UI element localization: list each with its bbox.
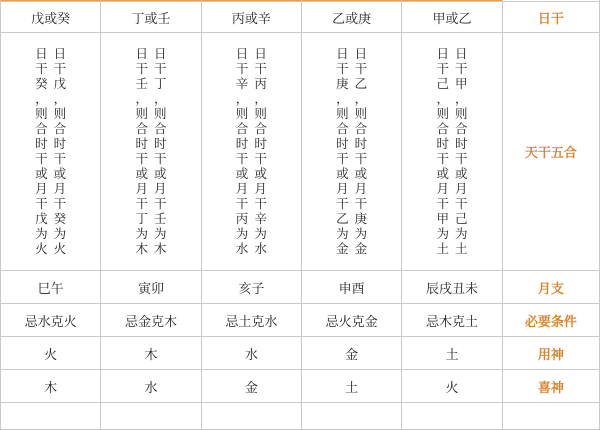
tiao-jian-cell: 忌木克土	[402, 304, 502, 337]
yong-shen-cell: 木	[101, 337, 201, 370]
wu-he-char: 干	[336, 61, 349, 76]
wu-he-char: 金	[336, 241, 349, 256]
wu-he-char: 月	[235, 181, 249, 196]
wu-he-char: 干	[336, 151, 349, 166]
wu-he-char: 合	[35, 121, 48, 136]
yong-shen-row	[1, 337, 600, 370]
wu-he-char: 或	[336, 166, 349, 181]
wu-he-char: 日	[35, 46, 48, 61]
ri-gan-cell: 丁或壬	[101, 2, 201, 33]
wu-he-char: 合	[53, 121, 67, 136]
wu-he-char: 则	[454, 106, 468, 121]
tiao-jian-cell: 忌土克水	[201, 304, 301, 337]
xi-shen-cell: 金	[201, 370, 301, 403]
wu-he-char: 庚	[354, 211, 368, 226]
yue-zhi-cell: 申酉	[301, 271, 401, 304]
ri-gan-cell: 戊或癸	[1, 2, 101, 33]
wu-he-char: 为	[354, 226, 368, 241]
wu-he-char: 日	[135, 46, 148, 61]
wu-he-char: ，	[354, 91, 368, 106]
wu-he-char: 为	[53, 226, 67, 241]
wu-he-char: 干	[454, 61, 468, 76]
wu-he-char: 月	[254, 181, 267, 196]
wu-he-char: 癸	[35, 76, 48, 91]
wu-he-char: 干	[135, 61, 148, 76]
wu-he-char: 月	[336, 181, 349, 196]
wu-he-char: 或	[354, 166, 368, 181]
wu-he-char: 干	[254, 151, 267, 166]
wu-he-char: 合	[135, 121, 148, 136]
wu-he-cell	[402, 33, 502, 271]
wu-he-char: 或	[436, 166, 449, 181]
wu-he-char: 壬	[153, 211, 167, 226]
wu-he-char: 木	[153, 241, 167, 256]
cut-off-row	[1, 403, 600, 430]
wu-he-char: ，	[336, 91, 349, 106]
wu-he-char: 或	[254, 166, 267, 181]
wu-he-char: 时	[135, 136, 148, 151]
wu-he-char: 干	[254, 61, 267, 76]
yong-shen-cell: 土	[402, 337, 502, 370]
ri-gan-cell: 乙或庚	[301, 2, 401, 33]
wu-he-char: 为	[254, 226, 267, 241]
wu-he-char: 时	[153, 136, 167, 151]
wu-he-char: 为	[153, 226, 167, 241]
wu-he-char: 干	[436, 61, 449, 76]
wu-he-char: 或	[135, 166, 148, 181]
row-label-xi-shen: 喜神	[502, 370, 599, 403]
wu-he-char: 辛	[235, 76, 249, 91]
row-label-yong-shen: 用神	[502, 337, 599, 370]
wu-he-char: 乙	[354, 76, 368, 91]
ri-gan-row	[1, 2, 600, 33]
cut-off-cell	[301, 403, 401, 430]
wu-he-char: 干	[35, 196, 48, 211]
wu-he-char: 则	[35, 106, 48, 121]
wu-he-char: 水	[254, 241, 267, 256]
wu-he-char: 干	[53, 151, 67, 166]
wu-he-char: 日	[153, 46, 167, 61]
wu-he-char: 则	[254, 106, 267, 121]
wu-he-char: 土	[436, 241, 449, 256]
yue-zhi-row	[1, 271, 600, 304]
wu-he-right-column	[254, 46, 267, 256]
wu-he-char: 月	[153, 181, 167, 196]
yue-zhi-cell: 巳午	[1, 271, 101, 304]
wu-he-char: 日	[436, 46, 449, 61]
wu-he-char: 日	[336, 46, 349, 61]
wu-he-char: 癸	[53, 211, 67, 226]
wu-he-char: 木	[135, 241, 148, 256]
wu-he-char: 合	[436, 121, 449, 136]
yong-shen-cell: 火	[1, 337, 101, 370]
wu-he-char: 戊	[53, 76, 67, 91]
wu-he-char: 合	[354, 121, 368, 136]
wu-he-char: 月	[53, 181, 67, 196]
wu-he-char: 月	[354, 181, 368, 196]
wu-he-left-column	[35, 46, 48, 256]
tiao-jian-cell: 忌火克金	[301, 304, 401, 337]
tiao-jian-cell: 忌金克木	[101, 304, 201, 337]
wu-he-left-column	[236, 46, 249, 256]
wu-he-left-column	[135, 46, 148, 256]
wu-he-char: 干	[153, 151, 167, 166]
xi-shen-row	[1, 370, 600, 403]
wu-he-char: 壬	[135, 76, 148, 91]
wu-he-cell	[1, 33, 101, 271]
cut-off-cell	[201, 403, 301, 430]
wu-he-left-column	[436, 46, 449, 256]
wu-he-char: 干	[354, 196, 368, 211]
wu-he-char: 或	[454, 166, 468, 181]
wu-he-char: 日	[53, 46, 67, 61]
wu-he-cell	[301, 33, 401, 271]
wu-he-char: 则	[336, 106, 349, 121]
wu-he-char: 甲	[436, 211, 449, 226]
wu-he-char: 或	[153, 166, 167, 181]
wu-he-char: 为	[336, 226, 349, 241]
wu-he-char: 干	[35, 151, 48, 166]
wu-he-cell	[201, 33, 301, 271]
wu-he-char: 丁	[153, 76, 167, 91]
row-label-ri-gan: 日干	[502, 2, 599, 33]
wu-he-char: 或	[35, 166, 48, 181]
wu-he-char: 时	[436, 136, 449, 151]
wu-he-row	[1, 33, 600, 271]
yue-zhi-cell: 辰戌丑未	[402, 271, 502, 304]
wu-he-char: 月	[35, 181, 48, 196]
tiao-jian-row	[1, 304, 600, 337]
wu-he-char: ，	[35, 91, 48, 106]
wu-he-right-column	[154, 46, 167, 256]
wu-he-char: ，	[454, 91, 468, 106]
wu-he-char: 火	[35, 241, 48, 256]
wu-he-char: 干	[354, 61, 368, 76]
wu-he-char: ，	[53, 91, 67, 106]
yue-zhi-cell: 寅卯	[101, 271, 201, 304]
wu-he-char: 时	[53, 136, 67, 151]
wu-he-char: 干	[235, 61, 249, 76]
row-label-yue-zhi: 月支	[502, 271, 599, 304]
wu-he-char: 则	[53, 106, 67, 121]
wu-he-char: 干	[135, 196, 148, 211]
wu-he-char: 土	[454, 241, 468, 256]
wu-he-left-column	[336, 46, 349, 256]
wu-he-char: 火	[53, 241, 67, 256]
wu-he-char: 干	[454, 151, 468, 166]
cut-off-cell	[402, 403, 502, 430]
wu-he-char: 为	[135, 226, 148, 241]
wu-he-char: 丙	[235, 211, 249, 226]
wu-he-char: 合	[153, 121, 167, 136]
wu-he-char: 为	[436, 226, 449, 241]
wu-he-char: 合	[454, 121, 468, 136]
wu-he-cell	[101, 33, 201, 271]
wu-he-char: 时	[354, 136, 368, 151]
row-label-tian-gan-wu-he: 天干五合	[502, 33, 599, 271]
wu-he-char: ，	[135, 91, 148, 106]
wu-he-char: 甲	[454, 76, 468, 91]
wu-he-char: 干	[153, 61, 167, 76]
wu-he-char: 丙	[254, 76, 267, 91]
wu-he-char: 时	[35, 136, 48, 151]
wu-he-char: 干	[235, 151, 249, 166]
wu-he-right-column	[455, 46, 468, 256]
wu-he-char: 则	[354, 106, 368, 121]
ri-gan-cell: 丙或辛	[201, 2, 301, 33]
wu-he-char: 丁	[135, 211, 148, 226]
wu-he-char: 日	[354, 46, 368, 61]
wu-he-char: 则	[235, 106, 249, 121]
wu-he-char: 日	[254, 46, 267, 61]
wu-he-char: 干	[53, 61, 67, 76]
wu-he-char: 干	[35, 61, 48, 76]
wu-he-char: ，	[235, 91, 249, 106]
wu-he-right-column	[355, 46, 368, 256]
wu-he-char: ，	[436, 91, 449, 106]
wu-he-char: 金	[354, 241, 368, 256]
wu-he-char: 则	[153, 106, 167, 121]
wu-he-char: 己	[454, 211, 468, 226]
wu-he-char: 日	[454, 46, 468, 61]
wu-he-char: 干	[436, 151, 449, 166]
wu-he-char: 则	[436, 106, 449, 121]
wu-he-char: 合	[254, 121, 267, 136]
wu-he-char: 干	[153, 196, 167, 211]
row-label-bi-yao-tiao-jian: 必要条件	[502, 304, 599, 337]
wu-he-char: 时	[235, 136, 249, 151]
wu-he-char: 或	[53, 166, 67, 181]
xi-shen-cell: 木	[1, 370, 101, 403]
wu-he-char: 为	[35, 226, 48, 241]
wu-he-char: 或	[235, 166, 249, 181]
wu-he-char: 庚	[336, 76, 349, 91]
wu-he-char: 月	[436, 181, 449, 196]
wu-he-char: 戊	[35, 211, 48, 226]
yue-zhi-cell: 亥子	[201, 271, 301, 304]
wu-he-char: 合	[235, 121, 249, 136]
wu-he-char: 乙	[336, 211, 349, 226]
wu-he-char: 水	[235, 241, 249, 256]
wu-he-char: 为	[235, 226, 249, 241]
xi-shen-cell: 火	[402, 370, 502, 403]
wu-he-char: 干	[354, 151, 368, 166]
wu-he-char: 辛	[254, 211, 267, 226]
wu-he-char: 干	[436, 196, 449, 211]
wu-he-char: 时	[336, 136, 349, 151]
wu-he-char: 干	[454, 196, 468, 211]
wu-he-char: 月	[135, 181, 148, 196]
wu-he-char: 干	[254, 196, 267, 211]
tiao-jian-cell: 忌水克火	[1, 304, 101, 337]
wu-he-char: ，	[153, 91, 167, 106]
wu-he-char: 日	[235, 46, 249, 61]
wu-he-char: 则	[135, 106, 148, 121]
yong-shen-cell: 水	[201, 337, 301, 370]
wu-he-right-column	[54, 46, 67, 256]
wu-he-char: 干	[235, 196, 249, 211]
cut-off-cell	[1, 403, 101, 430]
wu-he-char: 为	[454, 226, 468, 241]
wu-he-char: 时	[254, 136, 267, 151]
wu-he-char: 时	[454, 136, 468, 151]
ri-gan-cell: 甲或乙	[402, 2, 502, 33]
wu-he-char: 月	[454, 181, 468, 196]
cut-off-cell	[101, 403, 201, 430]
wu-he-char: 干	[53, 196, 67, 211]
xi-shen-cell: 水	[101, 370, 201, 403]
wu-he-char: 己	[436, 76, 449, 91]
wu-he-char: 合	[336, 121, 349, 136]
wu-he-char: 干	[135, 151, 148, 166]
wu-he-char: 干	[336, 196, 349, 211]
xi-shen-cell: 土	[301, 370, 401, 403]
wu-he-char: ，	[254, 91, 267, 106]
cut-off-label-cell	[502, 403, 599, 430]
yong-shen-cell: 金	[301, 337, 401, 370]
